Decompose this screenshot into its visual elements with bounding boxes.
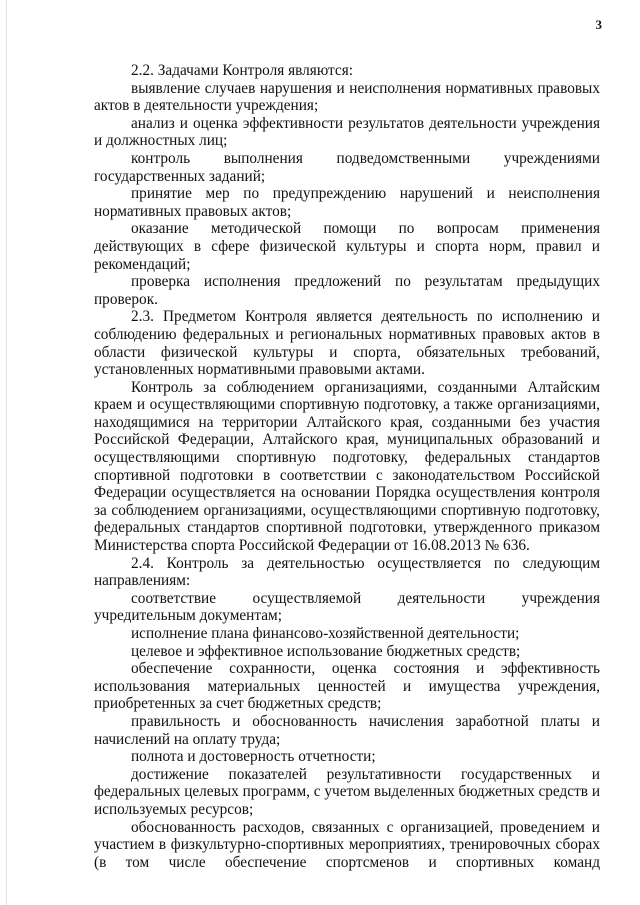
scan-edge-line: [6, 0, 7, 905]
paragraph: 2.4. Контроль за деятельностью осуществляется по следующим направлениям:: [94, 554, 600, 590]
paragraph: проверка исполнения предложений по результатам предыдущих проверок.: [94, 273, 600, 308]
paragraph: полнота и достоверность отчетности;: [131, 748, 376, 766]
paragraph: принятие мер по предупреждению нарушений и неисполнения нормативных правовых актов;: [94, 185, 600, 220]
paragraph: соответствие осуществляемой деятельности учреждения учредительным документам;: [94, 589, 600, 625]
paragraph: Контроль за соблюдением организациями, созданными Алтайским краем и осуществляющими спортивную подготовку, а также организациями, находящимися на территории Алтайского края, созданными без участия Российской Федерации, Алтайского края, муниципальных образований и осуществляющими спортивную подготовку, федеральных стандартов спортивной подготовки в соответствии с законодательством Российской Федерации осуществляется на основании Порядка осуществления контроля за соблюдением организациями, осуществляющими спортивную подготовку, федеральных стандартов спортивной подготовки, утвержденного приказом Министерства спорта Российской Федерации от 16.08.2013 № 636.: [94, 378, 600, 555]
paragraph: выявление случаев нарушения и неисполнения нормативных правовых актов в деятельности учреждения;: [94, 79, 600, 115]
paragraph: исполнение плана финансово-хозяйственной деятельности;: [131, 625, 520, 642]
paragraph: 2.2. Задачами Контроля являются:: [131, 62, 353, 79]
document-body: [94, 62, 600, 871]
paragraph: достижение показателей результативности государственных и федеральных целевых программ, с учетом выделенных бюджетных средств и используемых ресурсов;: [94, 765, 600, 818]
paragraph: оказание методической помощи по вопросам применения действующих в сфере физической культуры и спорта норм, правил и рекомендаций;: [94, 220, 600, 273]
paragraph: целевое и эффективное использование бюджетных средств;: [131, 642, 521, 660]
paragraph: контроль выполнения подведомственными учреждениями государственных заданий;: [94, 149, 600, 185]
paragraph: 2.3. Предметом Контроля является деятельность по исполнению и соблюдению федеральных и региональных нормативных правовых актов в области физической культуры и спорта, обязательных требований, установленных нормативными правовыми актами.: [94, 308, 600, 379]
paragraph: обеспечение сохранности, оценка состояния и эффективность использования материальных ценностей и имущества учреждения, приобретенных за счет бюджетных средств;: [94, 660, 600, 713]
paragraph: правильность и обоснованность начисления заработной платы и начислений на оплату труда;: [94, 712, 600, 748]
paragraph: анализ и оценка эффективности результатов деятельности учреждения и должностных лиц;: [94, 114, 600, 150]
paragraph: обоснованность расходов, связанных с организацией, проведением и участием в физкультурно-спортивных мероприятиях, тренировочных сборах (в том числе обеспечение спортсменов и спортивных команд: [94, 818, 600, 871]
page-number: 3: [595, 17, 602, 32]
